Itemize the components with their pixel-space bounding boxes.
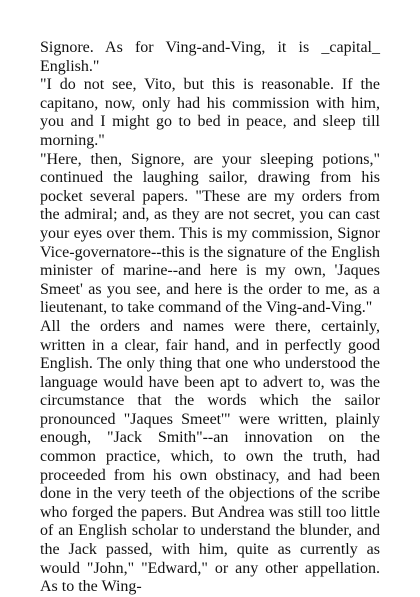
paragraph-2: "I do not see, Vito, but this is reasonable. If the capitano, now, only had his commission with him, you and I might go to bed in peace, and sleep till morning."	[40, 76, 380, 149]
paragraph-4: All the orders and names were there, certainly, written in a clear, fair hand, and in perfectly good English. The only thing that one who understood the language would have been apt to advert to, was the circumstance that the words which the sailor pronounced "Jaques Smeet'" were written, plainly enough, "Jack Smith"--an innovation on the common practice, which, to own the truth, had proceeded from his own obstinacy, and had been done in the very teeth of the objections of the scribe who forged the papers. But Andrea was still too little of an English scholar to understand the blunder, and the Jack passed, with him, quite as currently as would "John," "Edward," or any other appellation. As to the Wing-	[40, 317, 380, 596]
document-page	[40, 39, 380, 597]
paragraph-3: "Here, then, Signore, are your sleeping potions," continued the laughing sailor, drawing from his pocket several papers. "These are my orders from the admiral; and, as they are not secret, you can cast your eyes over them. This is my commission, Signor Vice-governatore--this is the signature of the English minister of marine--and here is my own, 'Jaques Smeet' as you see, and here is the order to me, as a lieutenant, to take command of the Ving-and-Ving."	[40, 150, 380, 317]
paragraph-1: Signore. As for Ving-and-Ving, it is _capital_ English."	[40, 39, 380, 75]
